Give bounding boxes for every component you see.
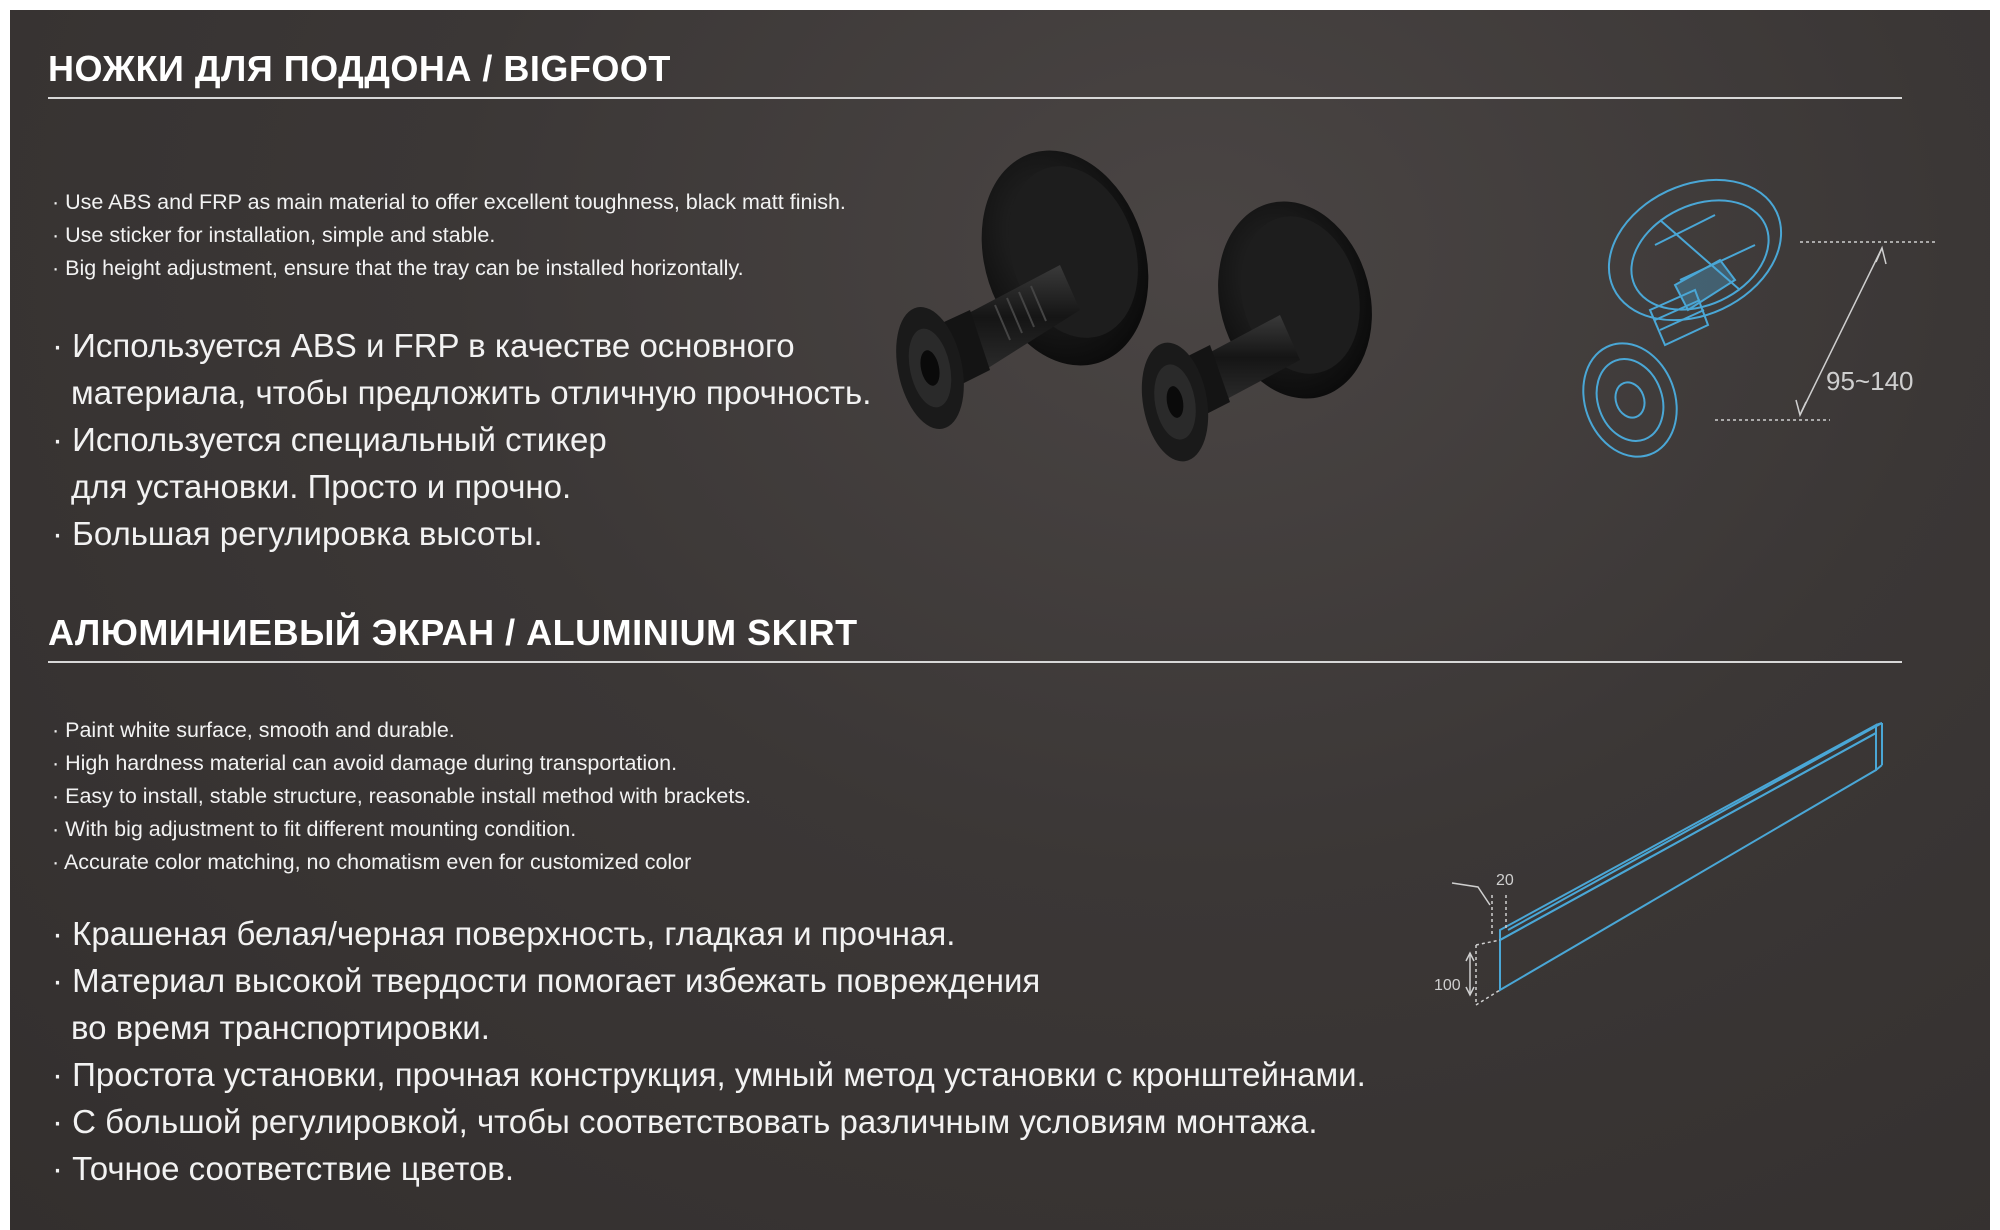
skirt-divider: [48, 661, 1902, 663]
bigfoot-divider: [48, 97, 1902, 99]
bigfoot-en-feature: · Big height adjustment, ensure that the tray can be installed horizontally.: [52, 256, 744, 280]
bigfoot-en-feature: · Use ABS and FRP as main material to offer excellent toughness, black matt finish.: [52, 190, 846, 214]
bigfoot-ru-feature: [52, 510, 871, 557]
bigfoot-product-photo: [885, 140, 1525, 490]
skirt-ru-feature-line: во время транспортировки.: [71, 1009, 490, 1046]
skirt-ru-feature-line: · Точное соответствие цветов.: [52, 1150, 514, 1187]
bigfoot-technical-drawing: [1580, 150, 1940, 470]
skirt-ru-feature-line: · Крашеная белая/черная поверхность, гладкая и прочная.: [52, 915, 956, 952]
skirt-en-feature: · High hardness material can avoid damage during transportation.: [52, 751, 678, 775]
skirt-ru-feature-line: · С большой регулировкой, чтобы соответствовать различным условиям монтажа.: [52, 1103, 1318, 1140]
bigfoot-en-feature: · Use sticker for installation, simple and stable.: [52, 223, 496, 247]
bigfoot-ru-feature-list: [52, 322, 871, 557]
skirt-technical-drawing: [1420, 715, 1900, 1015]
skirt-dimension-side: 100: [1434, 977, 1461, 994]
skirt-title: АЛЮМИНИЕВЫЙ ЭКРАН / ALUMINIUM SKIRT: [48, 612, 858, 653]
skirt-ru-feature: [52, 1051, 1366, 1098]
bigfoot-ru-feature: [52, 322, 871, 416]
skirt-ru-feature: [52, 910, 1366, 957]
bigfoot-ru-feature-line: · Используется ABS и FRP в качестве основного: [52, 327, 795, 364]
bigfoot-ru-feature-line: · Большая регулировка высоты.: [52, 515, 543, 552]
bigfoot-foot-left: [886, 140, 1175, 435]
skirt-ru-feature-line: · Простота установки, прочная конструкция, умный метод установки с кронштейнами.: [52, 1056, 1366, 1093]
skirt-ru-feature: [52, 1098, 1366, 1145]
skirt-en-feature-list: [52, 714, 751, 879]
skirt-ru-feature-line: · Материал высокой твердости помогает избежать повреждения: [52, 962, 1041, 999]
bigfoot-en-feature-list: [52, 186, 846, 285]
skirt-ru-feature-list: [52, 910, 1366, 1192]
bigfoot-ru-feature-line: для установки. Просто и прочно.: [71, 468, 572, 505]
bigfoot-dimension-label: 95~140: [1826, 366, 1914, 396]
skirt-en-feature: · Accurate color matching, no chomatism even for customized color: [52, 850, 692, 874]
skirt-en-feature: · Paint white surface, smooth and durable.: [52, 718, 455, 742]
bigfoot-ru-feature: [52, 416, 871, 510]
bigfoot-ru-feature-line: материала, чтобы предложить отличную прочность.: [71, 374, 872, 411]
skirt-ru-feature: [52, 957, 1366, 1051]
bigfoot-ru-feature-line: · Используется специальный стикер: [52, 421, 607, 458]
skirt-ru-feature: [52, 1145, 1366, 1192]
bigfoot-title: НОЖКИ ДЛЯ ПОДДОНА / BIGFOOT: [48, 48, 671, 89]
bigfoot-foot-right: [1133, 184, 1393, 467]
skirt-en-feature: · With big adjustment to fit different mounting condition.: [52, 817, 577, 841]
skirt-dimension-top: 20: [1496, 872, 1514, 889]
skirt-en-feature: · Easy to install, stable structure, reasonable install method with brackets.: [52, 784, 752, 808]
